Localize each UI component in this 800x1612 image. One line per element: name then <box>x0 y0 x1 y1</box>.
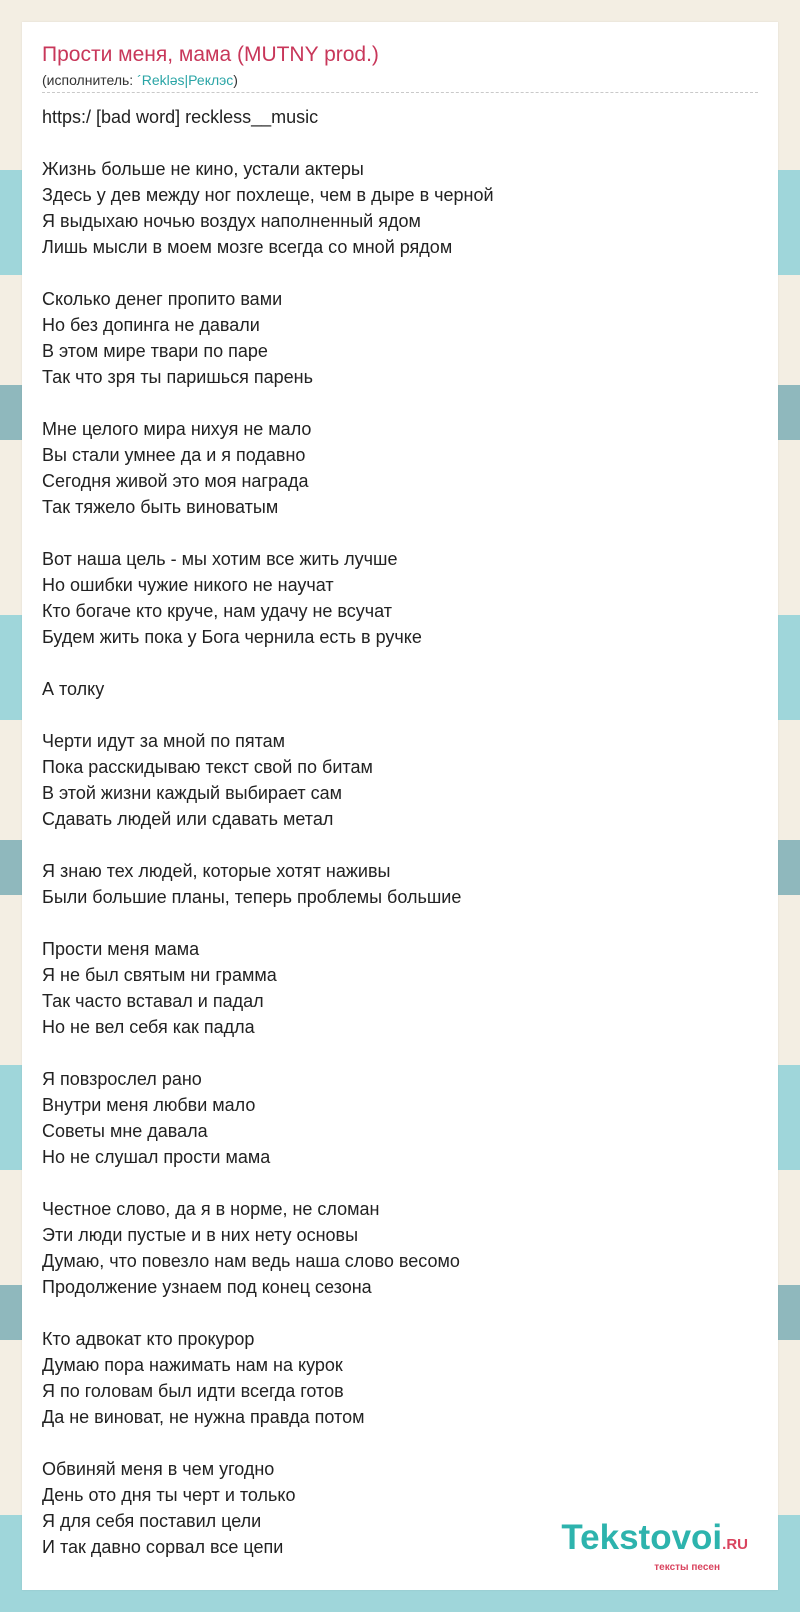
lyric-line: Но без допинга не давали <box>42 315 260 335</box>
title-divider <box>42 92 758 93</box>
lyric-line: Лишь мысли в моем мозге всегда со мной рядом <box>42 237 453 257</box>
lyric-line: Так часто вставал и падал <box>42 991 264 1011</box>
logo-wordmark <box>561 1518 748 1562</box>
lyric-line: Черти идут за мной по пятам <box>42 731 286 751</box>
lyric-line: Честное слово, да я в норме, не сломан <box>42 1199 380 1219</box>
lyric-line: Продолжение узнаем под конец сезона <box>42 1277 372 1297</box>
logo-tagline: тексты песен <box>654 1562 720 1573</box>
stanza-gap <box>42 390 758 416</box>
lyric-line: Так тяжело быть виноватым <box>42 497 279 517</box>
lyric-line: Сколько денег пропито вами <box>42 289 283 309</box>
lyric-line: Я по головам был идти всегда готов <box>42 1381 344 1401</box>
lyric-line: Думаю пора нажимать нам на курок <box>42 1355 343 1375</box>
lyric-line: Но не слушал прости мама <box>42 1147 271 1167</box>
stanza-gap <box>42 832 758 858</box>
stanza-gap <box>42 1040 758 1066</box>
stanza-gap <box>42 130 758 156</box>
stanza-gap <box>42 910 758 936</box>
stanza-gap <box>42 520 758 546</box>
lyric-line: Жизнь больше не кино, устали актеры <box>42 159 364 179</box>
lyric-line: https:/ [bad word] reckless__music <box>42 107 319 127</box>
lyric-line: Думаю, что повезло нам ведь наша слово весомо <box>42 1251 460 1271</box>
lyric-line: Но не вел себя как падла <box>42 1017 255 1037</box>
stanza-gap <box>42 1430 758 1456</box>
stanza-gap <box>42 260 758 286</box>
lyric-line: День ото дня ты черт и только <box>42 1485 296 1505</box>
lyrics-text <box>42 104 758 1560</box>
lyric-line: Вот наша цель - мы хотим все жить лучше <box>42 549 398 569</box>
lyric-line: И так давно сорвал все цепи <box>42 1537 284 1557</box>
lyric-line: В этой жизни каждый выбирает сам <box>42 783 342 803</box>
lyric-line: Обвиняй меня в чем угодно <box>42 1459 275 1479</box>
lyric-line: Прости меня мама <box>42 939 200 959</box>
lyric-line: Эти люди пустые и в них нету основы <box>42 1225 359 1245</box>
lyrics-card <box>22 22 778 1590</box>
logo-name: Tekstovoi <box>561 1518 723 1557</box>
stanza-gap <box>42 702 758 728</box>
stanza-gap <box>42 650 758 676</box>
lyric-line: Я знаю тех людей, которые хотят наживы <box>42 861 391 881</box>
song-title: Прости меня, мама (MUTNY prod.) <box>42 43 379 66</box>
lyric-line: Будем жить пока у Бога чернила есть в ручке <box>42 627 422 647</box>
performer-suffix: ) <box>233 72 238 88</box>
lyric-line: А толку <box>42 679 105 699</box>
lyric-line: Но ошибки чужие никого не научат <box>42 575 334 595</box>
performer-prefix: (исполнитель: <box>42 72 138 88</box>
lyric-line: Кто богаче кто круче, нам удачу не всучат <box>42 601 393 621</box>
performer-line <box>42 71 238 89</box>
lyric-line: Да не виноват, не нужна правда потом <box>42 1407 365 1427</box>
lyric-line: Внутри меня любви мало <box>42 1095 256 1115</box>
lyric-line: Я для себя поставил цели <box>42 1511 262 1531</box>
lyric-line: Сегодня живой это моя награда <box>42 471 309 491</box>
lyric-line: Мне целого мира нихуя не мало <box>42 419 312 439</box>
artist-link[interactable]: ´Rekləs|Реклэс <box>137 72 234 88</box>
lyric-line: Я не был святым ни грамма <box>42 965 277 985</box>
lyric-line: Пока расскидываю текст свой по битам <box>42 757 373 777</box>
lyric-line: Так что зря ты паришься парень <box>42 367 313 387</box>
logo-tld: .RU <box>722 1536 748 1553</box>
lyric-line: Вы стали умнее да и я подавно <box>42 445 306 465</box>
lyric-line: Здесь у дев между ног похлеще, чем в дыре в черной <box>42 185 494 205</box>
lyric-line: Были большие планы, теперь проблемы большие <box>42 887 462 907</box>
lyric-line: Я выдыхаю ночью воздух наполненный ядом <box>42 211 421 231</box>
site-logo[interactable] <box>561 1518 748 1573</box>
stanza-gap <box>42 1300 758 1326</box>
lyric-line: Я повзрослел рано <box>42 1069 202 1089</box>
lyric-line: Кто адвокат кто прокурор <box>42 1329 255 1349</box>
lyric-line: В этом мире твари по паре <box>42 341 268 361</box>
stanza-gap <box>42 1170 758 1196</box>
lyric-line: Сдавать людей или сдавать метал <box>42 809 334 829</box>
lyric-line: Советы мне давала <box>42 1121 208 1141</box>
